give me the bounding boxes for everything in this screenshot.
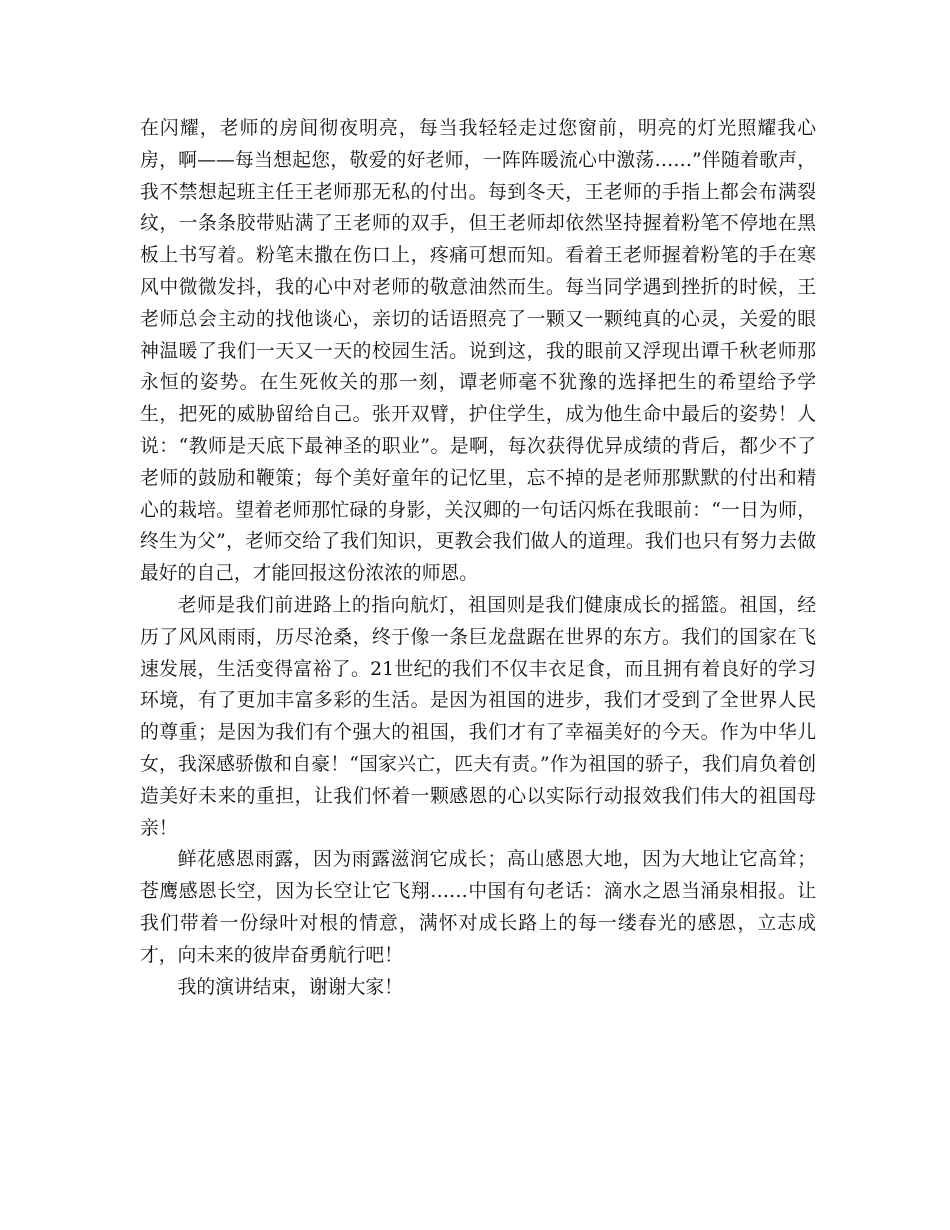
paragraph-closing: 我的演讲结束，谢谢大家！ xyxy=(177,976,403,998)
paragraph-gratitude: 鲜花感恩雨露，因为雨露滋润它成长；高山感恩大地，因为大地让它高耸；苍鹰感恩长空，因为长空让它飞翔……中国有句老话：滴水之恩当涌泉相报。让我们带着一份绿叶对根的情意，满怀对成长路上的每一缕春光的感恩，立志成才，向未来的彼岸奋勇航行吧！ xyxy=(140,849,816,966)
paragraph-continued: 在闪耀，老师的房间彻夜明亮，每当我轻轻走过您窗前，明亮的灯光照耀我心房，啊——每当想起您，敬爱的好老师，一阵阵暖流心中激荡……”伴随着歌声，我不禁想起班主任王老师那无私的付出。每到冬天，王老师的手指上都会布满裂纹，一条条胶带贴满了王老师的双手，但王老师却依然坚持握着粉笔不停地在黑板上书写着。粉笔末撒在伤口上，疼痛可想而知。看着王老师握着粉笔的手在寒风中微微发抖，我的心中对老师的敬意油然而生。每当同学遇到挫折的时候，王老师总会主动的找他谈心，亲切的话语照亮了一颗又一颗纯真的心灵，关爱的眼神温暖了我们一天又一天的校园生活。说到这，我的眼前又浮现出谭千秋老师那永恒的姿势。在生死攸关的那一刻，谭老师毫不犹豫的选择把生的希望给予学生，把死的威胁留给自己。张开双臂，护住学生，成为他生命中最后的姿势！人说：“教师是天底下最神圣的职业”。是啊，每次获得优异成绩的背后，都少不了老师的鼓励和鞭策；每个美好童年的记忆里，忘不掉的是老师那默默的付出和精心的栽培。望着老师那忙碌的身影，关汉卿的一句话闪烁在我眼前：“一日为师，终生为父”，老师交给了我们知识，更教会我们做人的道理。我们也只有努力去做最好的自己，才能回报这份浓浓的师恩。 xyxy=(140,118,816,585)
document-page xyxy=(140,113,816,1003)
paragraph-motherland: 老师是我们前进路上的指向航灯，祖国则是我们健康成长的摇篮。祖国，经历了风风雨雨，历尽沧桑，终于像一条巨龙盘踞在世界的东方。我们的国家在飞速发展，生活变得富裕了。21世纪的我们不仅丰衣足食，而且拥有着良好的学习环境，有了更加丰富多彩的生活。是因为祖国的进步，我们才受到了全世界人民的尊重；是因为我们有个强大的祖国，我们才有了幸福美好的今天。作为中华儿女，我深感骄傲和自豪！“国家兴亡，匹夫有责。”作为祖国的骄子，我们肩负着创造美好未来的重担，让我们怀着一颗感恩的心以实际行动报效我们伟大的祖国母亲！ xyxy=(140,594,816,839)
